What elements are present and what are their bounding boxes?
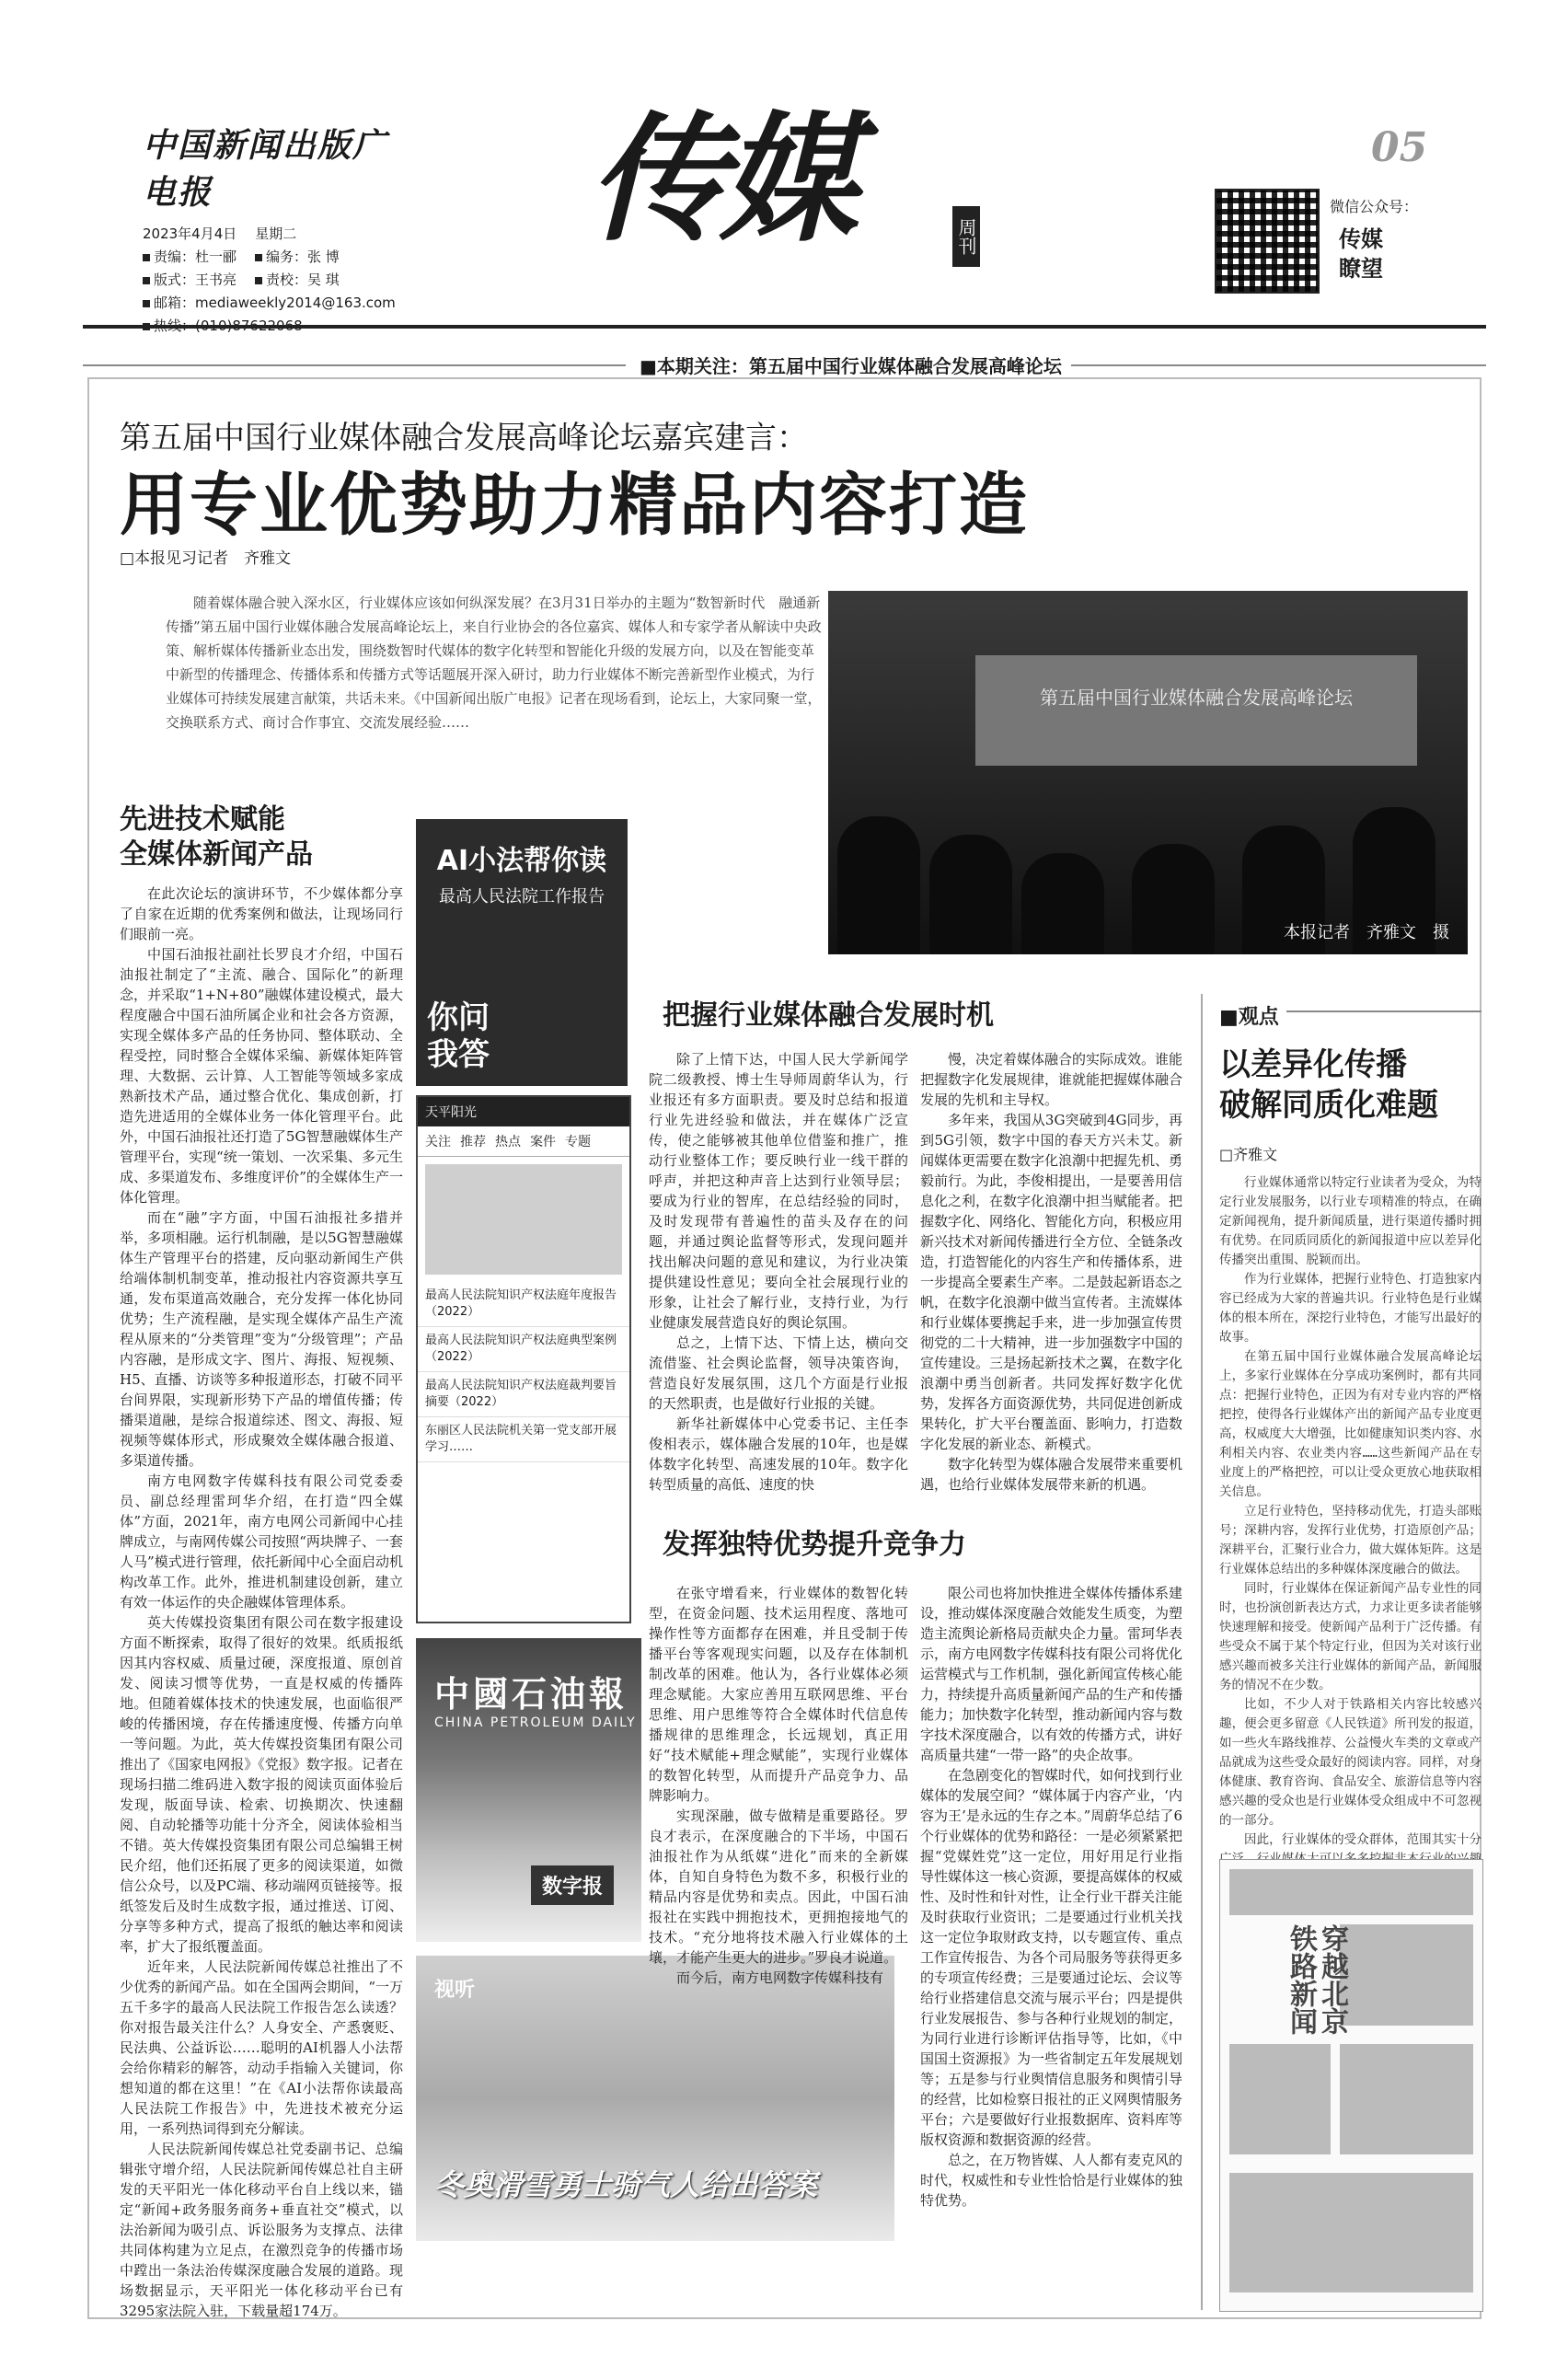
app-tab[interactable]: 热点	[495, 1135, 521, 1149]
thumbnail-headline: 穿越北京 铁路新闻	[1285, 1924, 1348, 2035]
paragraph: 而在“融”字方面，中国石油报社多措并举，多项相融。运行机制融，是以5G智慧融媒体生产管理平台的搭建，反向驱动新闻生产供给端体制机制变革，推动报社内容资源共享互通，发布渠道高效融合，充分发挥一体化协同优势；生产流程融，是实现全媒体产品生产流程从原来的“分类管理”变为“分级管理”；产品内容融，是形成文字、图片、海报、短视频、H5、直播、访谈等多种报道形态，打破不同平台间界限，实现新形势下产品的增值传播；传播渠道融，是综合报道综述、图文、海报、短视频等媒体形式，形成聚效全媒体融合报道、多渠道传播。	[120, 1209, 403, 1469]
article-lead: 随着媒体融合驶入深水区，行业媒体应该如何纵深发展？在3月31日举办的主题为“数智新时代 融通新传播”第五届中国行业媒体融合发展高峰论坛上，来自行业协会的各位嘉宾、媒体人和专家学者从解读中央政策、解析媒体传播新业态出发，围绕数智时代媒体的数字化转型和智能化升级的发展方向，以及在智能变革中新型的传播理念、传播体系和传播方式等话题展开深入研讨，助力行业媒体不断完善新型作业模式，为行业媒体可持续发展建言献策，共话未来。《中国新闻出版广电报》记者在现场看到，论坛上，大家同聚一堂，交换联系方式、商讨合作事宜、交流发展经验……	[166, 595, 822, 731]
issue-date: 2023年4月4日	[143, 225, 237, 242]
poster-ask: 你问 我答	[427, 999, 490, 1073]
forum-photo	[828, 591, 1468, 954]
viewpoint-tag: ■观点	[1219, 1001, 1286, 1030]
section-body-timing-col1	[649, 1049, 908, 1491]
focus-topic: ■本期关注：第五届中国行业媒体融合发展高峰论坛	[630, 352, 1071, 378]
paragraph: 除了上情下达，中国人民大学新闻学院二级教授、博士生导师周蔚华认为，行业报还有多方面职责。要及时总结和报道行业先进经验和做法，并在媒体广泛宣传，使之能够被其他单位借鉴和推广，推动行业整体工作；要反映行业一线干群的呼声，并把这种声音上达到行业领导层；要成为行业的智库，在总结经验的同时，及时发现带有普遍性的苗头及存在的问题，并通过舆论监督等形式，发现问题并找出解决问题的意见和建议，为行业决策提供建设性意见；要向全社会展现行业的形象，让社会了解行业，支持行业，为行业健康发展营造良好的舆论氛围。	[649, 1051, 908, 1331]
petro-name: 中國石油報	[434, 1673, 628, 1715]
section-heading-timing: 把握行业媒体融合发展时机	[663, 999, 994, 1032]
paragraph: 行业媒体通常以特定行业读者为受众，为特定行业发展服务，以行业专项精准的特点，在确定新闻视角，提升新闻质量，进行渠道传播时拥有优势。在同质同质化的新闻报道中应以差异化传播突出重围、脱颖而出。	[1219, 1175, 1482, 1267]
divider	[83, 364, 626, 366]
section-body-advantage-col1	[649, 1583, 908, 1986]
app-tabs	[418, 1126, 629, 1157]
wechat-account-name: 传媒瞭望	[1339, 226, 1383, 282]
viewpoint-title: 以差异化传播 破解同质化难题	[1219, 1046, 1438, 1124]
app-banner	[425, 1164, 622, 1275]
section-body-advantage-col2	[920, 1583, 1182, 2301]
list-item[interactable]: 最高人民法院知识产权法庭年度报告（2022）	[418, 1282, 629, 1327]
focus-bar	[83, 352, 1486, 377]
ski-logo: 视听	[434, 1979, 476, 2002]
petro-en-name: CHINA PETROLEUM DAILY	[434, 1715, 637, 1730]
paragraph: 作为行业媒体，把握行业特色、打造独家内容已经成为大家的普遍共识。行业特色是行业媒体的根本所在，深挖行业特色，才能写出最好的故事。	[1219, 1272, 1482, 1345]
app-tab[interactable]: 关注	[425, 1135, 451, 1149]
app-screenshot	[416, 1095, 631, 1623]
editor: 责编：杜一郦	[154, 248, 237, 265]
paragraph: 限公司也将加快推进全媒体传播体系建设，推动媒体深度融合效能发生质变，为塑造主流舆论新格局贡献央企力量。雷珂华表示，南方电网数字传媒科技有限公司将优化运营模式与工作机制，强化新闻宣传核心能力，持续提升高质量新闻产品的生产和传播能力；加快数字化转型，推动新闻内容与数字技术深度融合，以有效的传播方式，讲好高质量共建“一带一路”的央企故事。	[920, 1585, 1183, 1763]
petro-tag: 数字报	[531, 1865, 614, 1905]
qr-code-icon[interactable]	[1215, 189, 1320, 294]
app-tab[interactable]: 案件	[530, 1135, 556, 1149]
stage-screen-text: 第五届中国行业媒体融合发展高峰论坛	[1040, 687, 1353, 709]
column-divider	[1201, 994, 1203, 2310]
paragraph: 南方电网数字传媒科技有限公司党委委员、副总经理雷珂华介绍，在打造“四全媒体”方面，2021年，南方电网公司新闻中心挂牌成立，与南网传媒公司按照“两块牌子、一套人马”模式进行管理，依托新闻中心全面启动机构改革工作。此外，推进机制建设创新，建立有效一体运作的央企融媒体管理体系。	[120, 1472, 403, 1611]
weekly-badge: 周刊	[952, 206, 980, 267]
list-item[interactable]: 东丽区人民法院机关第一党支部开展学习……	[418, 1417, 629, 1462]
paragraph: 同时，行业媒体在保证新闻产品专业性的同时，也扮演创新表达方式，力求让更多读者能够快速理解和接受。使新闻产品利于广泛传播。有些受众不属于某个特定行业，但因为关对该行业感兴趣而被多关注行业媒体的新闻产品，新闻服务的情况不在少数。	[1219, 1581, 1482, 1692]
section-body-timing-col2	[920, 1049, 1182, 1491]
paragraph: 数字化转型为媒体融合发展带来重要机遇，也给行业媒体发展带来新的机遇。	[920, 1456, 1183, 1493]
list-item[interactable]: 最高人民法院知识产权法庭裁判要旨摘要（2022）	[418, 1372, 629, 1417]
paper-name: 中国新闻出版广电报	[143, 126, 388, 212]
editor-assistant: 编务：张 博	[266, 248, 340, 265]
poster-subtitle: 最高人民法院工作报告	[439, 887, 605, 907]
paragraph: 中国石油报社副社长罗良才介绍，中国石油报社制定了“主流、融合、国际化”的新理念，并采取“1+N+80”融媒体建设模式，最大程度融合中国石油所属企业和社会各方资源，实现全媒体多产品的任务协同、整体联动、全程受控，同时整合全媒体采编、新媒体矩阵管理、大数据、云计算、人工智能等领域多家成熟新技术产品，通过整合优化、集成创新，打造先进适用的全媒体业务一体化管理平台。此外，中国石油报社还打造了5G智慧融媒体生产管理平台，实现“统一策划、一次采集、多元生成、多渠道发布、多维度评价”的全媒体生产一体化管理。	[120, 946, 403, 1206]
masthead-info	[143, 120, 419, 338]
viewpoint-body	[1219, 1173, 1482, 1845]
layout-designer: 版式：王书亮	[154, 271, 237, 288]
app-name: 天平阳光	[418, 1097, 629, 1126]
paragraph: 多年来，我国从3G突破到4G同步，再到5G引领，数字中国的春天方兴未艾。新闻媒体更需要在数字化浪潮中把握先机、勇毅前行。为此，李俊相提出，一是要善用信息化之利，在数字化浪潮中担当赋能者。把握数字化、网络化、智能化方向，积极应用新兴技术对新闻传播进行全方位、全链条改造，打造智能化的内容生产和传播体系，进一步提高全要素生产率。二是鼓起新语态之帆，在数字化浪潮中做当宣传者。主流媒体和行业媒体要携起手来，进一步加强宣传贯彻党的二十大精神，进一步加强数字中国的宣传建设。三是扬起新技术之翼，在数字化浪潮中勇当创新者。共同发挥好数字化优势，发挥各方面资源优势，共同促进创新成果转化，扩大平台覆盖面、影响力，打造数字化发展的新业态、新模式。	[920, 1112, 1183, 1452]
article-byline: □本报见习记者 齐雅文	[120, 549, 292, 568]
wechat-label: 微信公众号：	[1330, 198, 1419, 215]
ai-poster	[416, 819, 628, 1086]
paragraph: 总之，上情下达、下情上达，横向交流借鉴、社会舆论监督，领导决策咨询，营造良好发展氛围，这几个方面是行业报的天然职责，也是做好行业报的关键。	[649, 1334, 908, 1412]
section-heading-advantage: 发挥独特优势提升竞争力	[663, 1529, 966, 1561]
article-title: 用专业优势助力精品内容打造	[120, 466, 1029, 545]
paragraph: 总之，在万物皆媒、人人都有麦克风的时代，权威性和专业性恰恰是行业媒体的独特优势。	[920, 2152, 1183, 2209]
paragraph: 立足行业特色，坚持移动优先，打造头部账号；深耕内容，发挥行业优势，打造原创产品；深耕平台，汇聚行业合力，做大媒体矩阵。这是行业媒体总结出的多种媒体深度融合的做法。	[1219, 1504, 1482, 1576]
paragraph: 比如，不少人对于铁路相关内容比较感兴趣，便会更多留意《人民铁道》所刊发的报道，如一些火车路线推荐、公益慢火车类的文章或产品就成为这些受众最好的阅读内容。同样，对身体健康、教育咨询、食品安全、旅游信息等内容感兴趣的受众也是行业媒体受众组成中不可忽视的一部分。	[1219, 1697, 1482, 1828]
proofreader: 责校：吴 琪	[266, 271, 340, 288]
paragraph: 慢，决定着媒体融合的实际成效。谁能把握数字化发展规律，谁就能把握媒体融合发展的先机和主导权。	[920, 1051, 1183, 1108]
stage-screen	[975, 655, 1417, 766]
paragraph: 在张守增看来，行业媒体的数智化转型，在资金问题、技术运用程度、落地可操作性等方面都存在困难，并且受制于传播平台等客观现实问题，以及存在体制机制改革的困难。他认为，各行业媒体必须理念赋能。大家应善用互联网思维、平台思维、用户思维等符合全媒体时代信息传播规律的思维理念，长远规划，真正用好“技术赋能+理念赋能”，实现行业媒体的数智化转型，从而提升产品竞争力、品牌影响力。	[649, 1585, 908, 1804]
paragraph: 英大传媒投资集团有限公司在数字报建设方面不断探索，取得了很好的效果。纸质报纸因其内容权威、质量过硬，深度报道、原创首发、阅读习惯等优势，一直是权威的传播阵地。但随着媒体技术的快速发展，也面临很严峻的传播困境，存在传播速度慢、传播方向单一等问题。为此，英大传媒投资集团有限公司推出了《国家电网报》《党报》数字报。记者在现场扫描二维码进入数字报的阅读页面体验后发现，版面导读、检索、切换期次、快速翻阅、自动轮播等功能十分齐全，阅读体验相当不错。英大传媒投资集团有限公司总编辑王树民介绍，他们还拓展了更多的阅读渠道，如微信公众号，以及PC端、移动端网页链接等。报纸签发后及时生成数字报，通过推送、订阅、分享等多种方式，提高了报纸的触达率和阅读率，扩大了报纸覆盖面。	[120, 1614, 403, 1955]
viewpoint-byline: □齐雅文	[1219, 1146, 1278, 1163]
page-number: 05	[1371, 124, 1428, 171]
article-subtitle: 第五届中国行业媒体融合发展高峰论坛嘉宾建言：	[120, 420, 808, 456]
section-heading-tech: 先进技术赋能 全媒体新闻产品	[120, 803, 313, 871]
contact-email[interactable]: 邮箱：mediaweekly2014@163.com	[154, 294, 396, 311]
divider	[1003, 364, 1486, 366]
paragraph: 而今后，南方电网数字传媒科技有	[676, 1969, 884, 1986]
paragraph: 新华社新媒体中心党委书记、主任李俊相表示，媒体融合发展的10年，也是媒体数字化转型、高速发展的10年。数字化转型质量的高低、速度的快	[649, 1415, 908, 1493]
paragraph: 在第五届中国行业媒体融合发展高峰论坛上，多家行业媒体在分享成功案例时，都有共同点：把握行业特色，正因为有对专业内容的严格把控，使得各行业媒体产出的新闻产品专业度更高，权威度大大增强，比如健康知识类内容、水利相关内容、农业类内容……这些新闻产品在专业度上的严格把控，可以让受众更放心地获取相关信息。	[1219, 1349, 1482, 1499]
petroleum-daily-poster	[416, 1638, 641, 1942]
paragraph: 在急剧变化的智媒时代，如何找到行业媒体的发展空间？“媒体属于内容产业，‘内容为王’是永远的生存之本。”周蔚华总结了6个行业媒体的优势和路径：一是必须紧紧把握“党媒姓党”这一定位，用好用足行业指导性媒体这一核心资源，要提高媒体的权威性、及时性和针对性，让全行业干群关注能及时获取行业资讯；二是要通过行业机关找这一定位争取财政支持，以专题宣传、重点工作宣传报告、为各个司局服务等获得更多的专项宣传经费；三是要通过论坛、会议等给行业搭建信息交流与展示平台；四是提供行业发展报告、参与各种行业规划的制定，为同行业进行诊断评估指导等，比如，《中国国土资源报》为一些省制定五年发展规划等；五是参与行业舆情信息服务和舆情引导的经营，比如检察日报社的正义网舆情服务平台；六是要做好行业报数据库、资料库等版权资源和数据资源的经营。	[920, 1767, 1183, 2148]
paragraph: 在此次论坛的演讲环节，不少媒体都分享了自家在近期的优秀案例和做法，让现场同行们眼前一亮。	[120, 885, 403, 942]
paragraph: 人民法院新闻传媒总社党委副书记、总编辑张守增介绍，人民法院新闻传媒总社自主研发的天平阳光一体化移动平台自上线以来，锚定“新闻+政务服务商务+垂直社交”模式，以法治新闻为吸引点、诉讼服务为支撑点、法律共同体构建为立足点，在激烈竞争的传播市场中蹚出一条法治传媒深度融合发展的道路。现场数据显示，天平阳光一体化移动平台已有3295家法院入驻，下载量超174万。	[120, 2141, 403, 2319]
photo-caption: 本报记者 齐雅文 摄	[1284, 923, 1449, 942]
paragraph: 近年来，人民法院新闻传媒总社推出了不少优秀的新闻产品。如在全国两会期间，“一万五千多字的最高人民法院工作报告怎么读透？你对报告最关注什么？人身安全、产悉褒贬、民法典、公益诉讼……聪明的AI机器人小法帮会给你精彩的解答，动动手指输入关键词，你想知道的都在这里！”在《AI小法帮你读最高人民法院工作报告》中，先进技术被充分运用，一系列热词得到充分解读。	[120, 1958, 403, 2137]
ski-caption: 冬奥滑雪勇士骑气人给出答案	[434, 2167, 818, 2202]
masthead-rule	[83, 325, 1486, 329]
paragraph: 因此，行业媒体的受众群体，范围其实十分	[1244, 1832, 1482, 1847]
masthead-details	[143, 223, 419, 338]
list-item[interactable]: 最高人民法院知识产权法庭典型案例（2022）	[418, 1327, 629, 1372]
issue-weekday: 星期二	[255, 225, 297, 242]
section-body-tech	[120, 883, 403, 2319]
section-title: 传媒	[589, 98, 851, 260]
paragraph: 实现深融，做专做精是重要路径。罗良才表示，在深度融合的下半场，中国石油报社作为从纸媒“进化”而来的全新媒体，自知自身特色为数不多，积极行业的精品内容是优势和卖点。因此，中国石油报社在实践中拥抱技术，更拥抱接地气的技术。“充分地将技术融入行业媒体的土壤，才能产生更大的进步。”罗良才说道。	[649, 1807, 908, 1966]
ski-image	[416, 1956, 894, 2241]
app-tab[interactable]: 专题	[565, 1135, 591, 1149]
poster-title: AI小法帮你读	[436, 845, 607, 877]
newspaper-thumbnail	[1219, 1859, 1483, 2312]
app-tab[interactable]: 推荐	[460, 1135, 486, 1149]
